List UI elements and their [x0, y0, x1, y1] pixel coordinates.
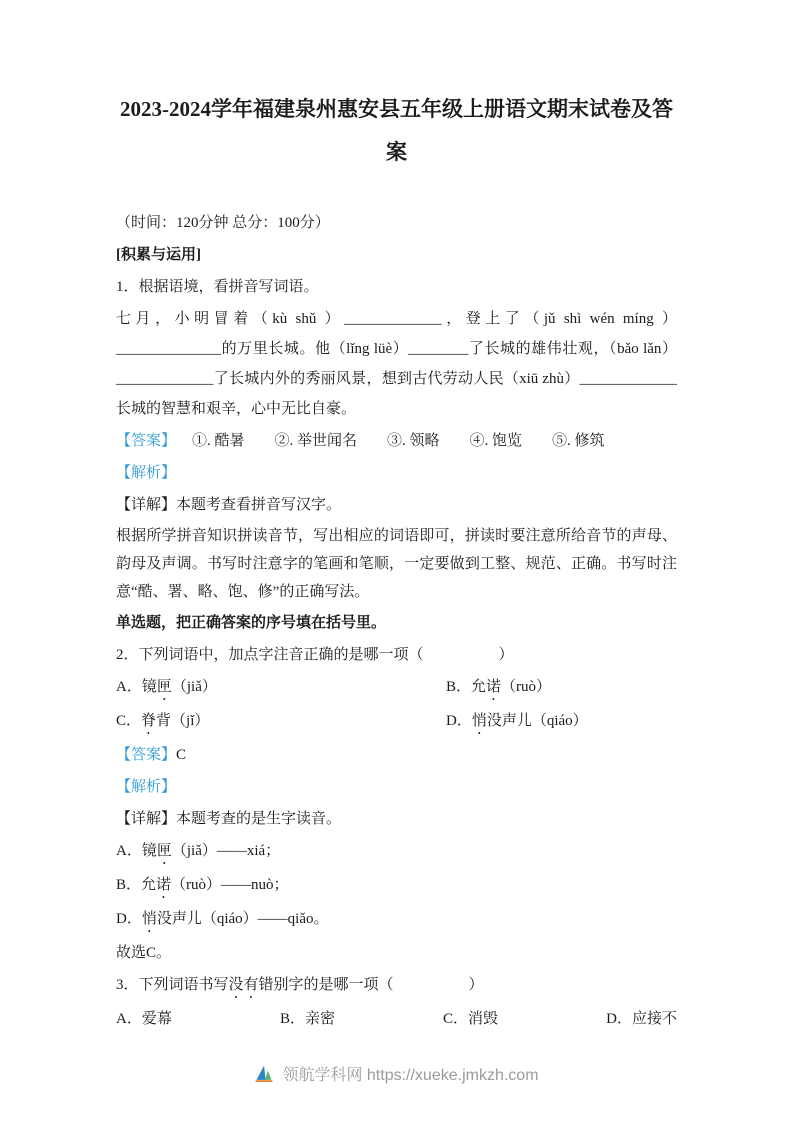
- q1-stem: 1．根据语境，看拼音写词语。: [116, 279, 319, 295]
- site-logo-icon: [254, 1064, 274, 1084]
- section-header-accumulation: [积累与运用]: [116, 247, 201, 263]
- q2-detail-option-b: B．允诺（ruò）——nuò；: [116, 877, 289, 893]
- q3-options-row: [116, 1004, 677, 1034]
- footer-link[interactable]: 领航学科网 https://xueke.jmkzh.com: [282, 1067, 539, 1084]
- q3-option-c: C．消毁: [443, 1011, 499, 1027]
- q1-detail-lead: 【详解】本题考查看拼音写汉字。: [116, 497, 342, 513]
- q1-passage: 七月，小明冒着（kù shǔ ）_____________，登上了（jǔ shì wén míng ）______________的万里长城。他（lǐng lüè）________了长城的雄伟壮观，（bǎo lǎn）_____________了长城内外的秀丽风景，想到古代劳动人民（xiū zhù）_____________长城的智慧和艰辛，心中无比自豪。: [116, 311, 677, 417]
- q2-answer-line: [116, 740, 677, 770]
- q2-detail-lead: 【详解】本题考查的是生字读音。: [116, 811, 342, 827]
- watermark-footer: [0, 1062, 793, 1085]
- doc-title: 2023-2024学年福建泉州惠安县五年级上册语文期末试卷及答案: [120, 97, 673, 164]
- q1-answer-text: ①. 酷暑 ②. 举世闻名 ③. 领略 ④. 饱览 ⑤. 修筑: [192, 433, 605, 449]
- q2-options-row-1: [116, 672, 677, 704]
- q2-option-d: D．悄没声儿（qiáo）: [446, 713, 588, 729]
- q1-analysis-line: [116, 458, 677, 488]
- q3-option-d: D．应接不: [606, 1011, 677, 1027]
- q1-detail-body: 根据所学拼音知识拼读音节，写出相应的词语即可，拼读时要注意所给音节的声母、韵母及声调。书写时注意字的笔画和笔顺，一定要做到工整、规范、正确。书写时注意“酷、署、略、饱、修”的正确写法。: [116, 528, 677, 600]
- q2-answer-text: C: [176, 747, 187, 763]
- q3-option-a: A．爱幕: [116, 1011, 172, 1027]
- exam-meta: （时间：120分钟 总分：100分）: [116, 215, 330, 231]
- answer-label: 【答案】: [116, 747, 177, 763]
- answer-label: 【答案】: [116, 433, 177, 449]
- section-header-single-choice: 单选题，把正确答案的序号填在括号里。: [116, 615, 387, 631]
- q2-analysis-line: [116, 772, 677, 802]
- q2-option-c: C．脊背（jǐ）: [116, 713, 210, 729]
- q2-option-b: B．允诺（ruò）: [446, 679, 552, 695]
- q2-stem: 2．下列词语中，加点字注音正确的是哪一项（ ）: [116, 647, 514, 663]
- q1-answer-line: [116, 426, 677, 456]
- q3-option-b: B．亲密: [279, 1011, 335, 1027]
- q3-stem: 3．下列词语书写没有错别字的是哪一项（ ）: [116, 977, 484, 993]
- analysis-label: 【解析】: [116, 465, 177, 481]
- q2-option-a: A．镜匣（jiǎ）: [116, 679, 217, 695]
- q2-conclusion: 故选C。: [116, 945, 172, 961]
- q2-options-row-2: [116, 706, 677, 738]
- q2-detail-option-d: D．悄没声儿（qiáo）——qiǎo。: [116, 911, 329, 927]
- analysis-label: 【解析】: [116, 779, 177, 795]
- q2-detail-option-a: A．镜匣（jiǎ）——xiá；: [116, 843, 281, 859]
